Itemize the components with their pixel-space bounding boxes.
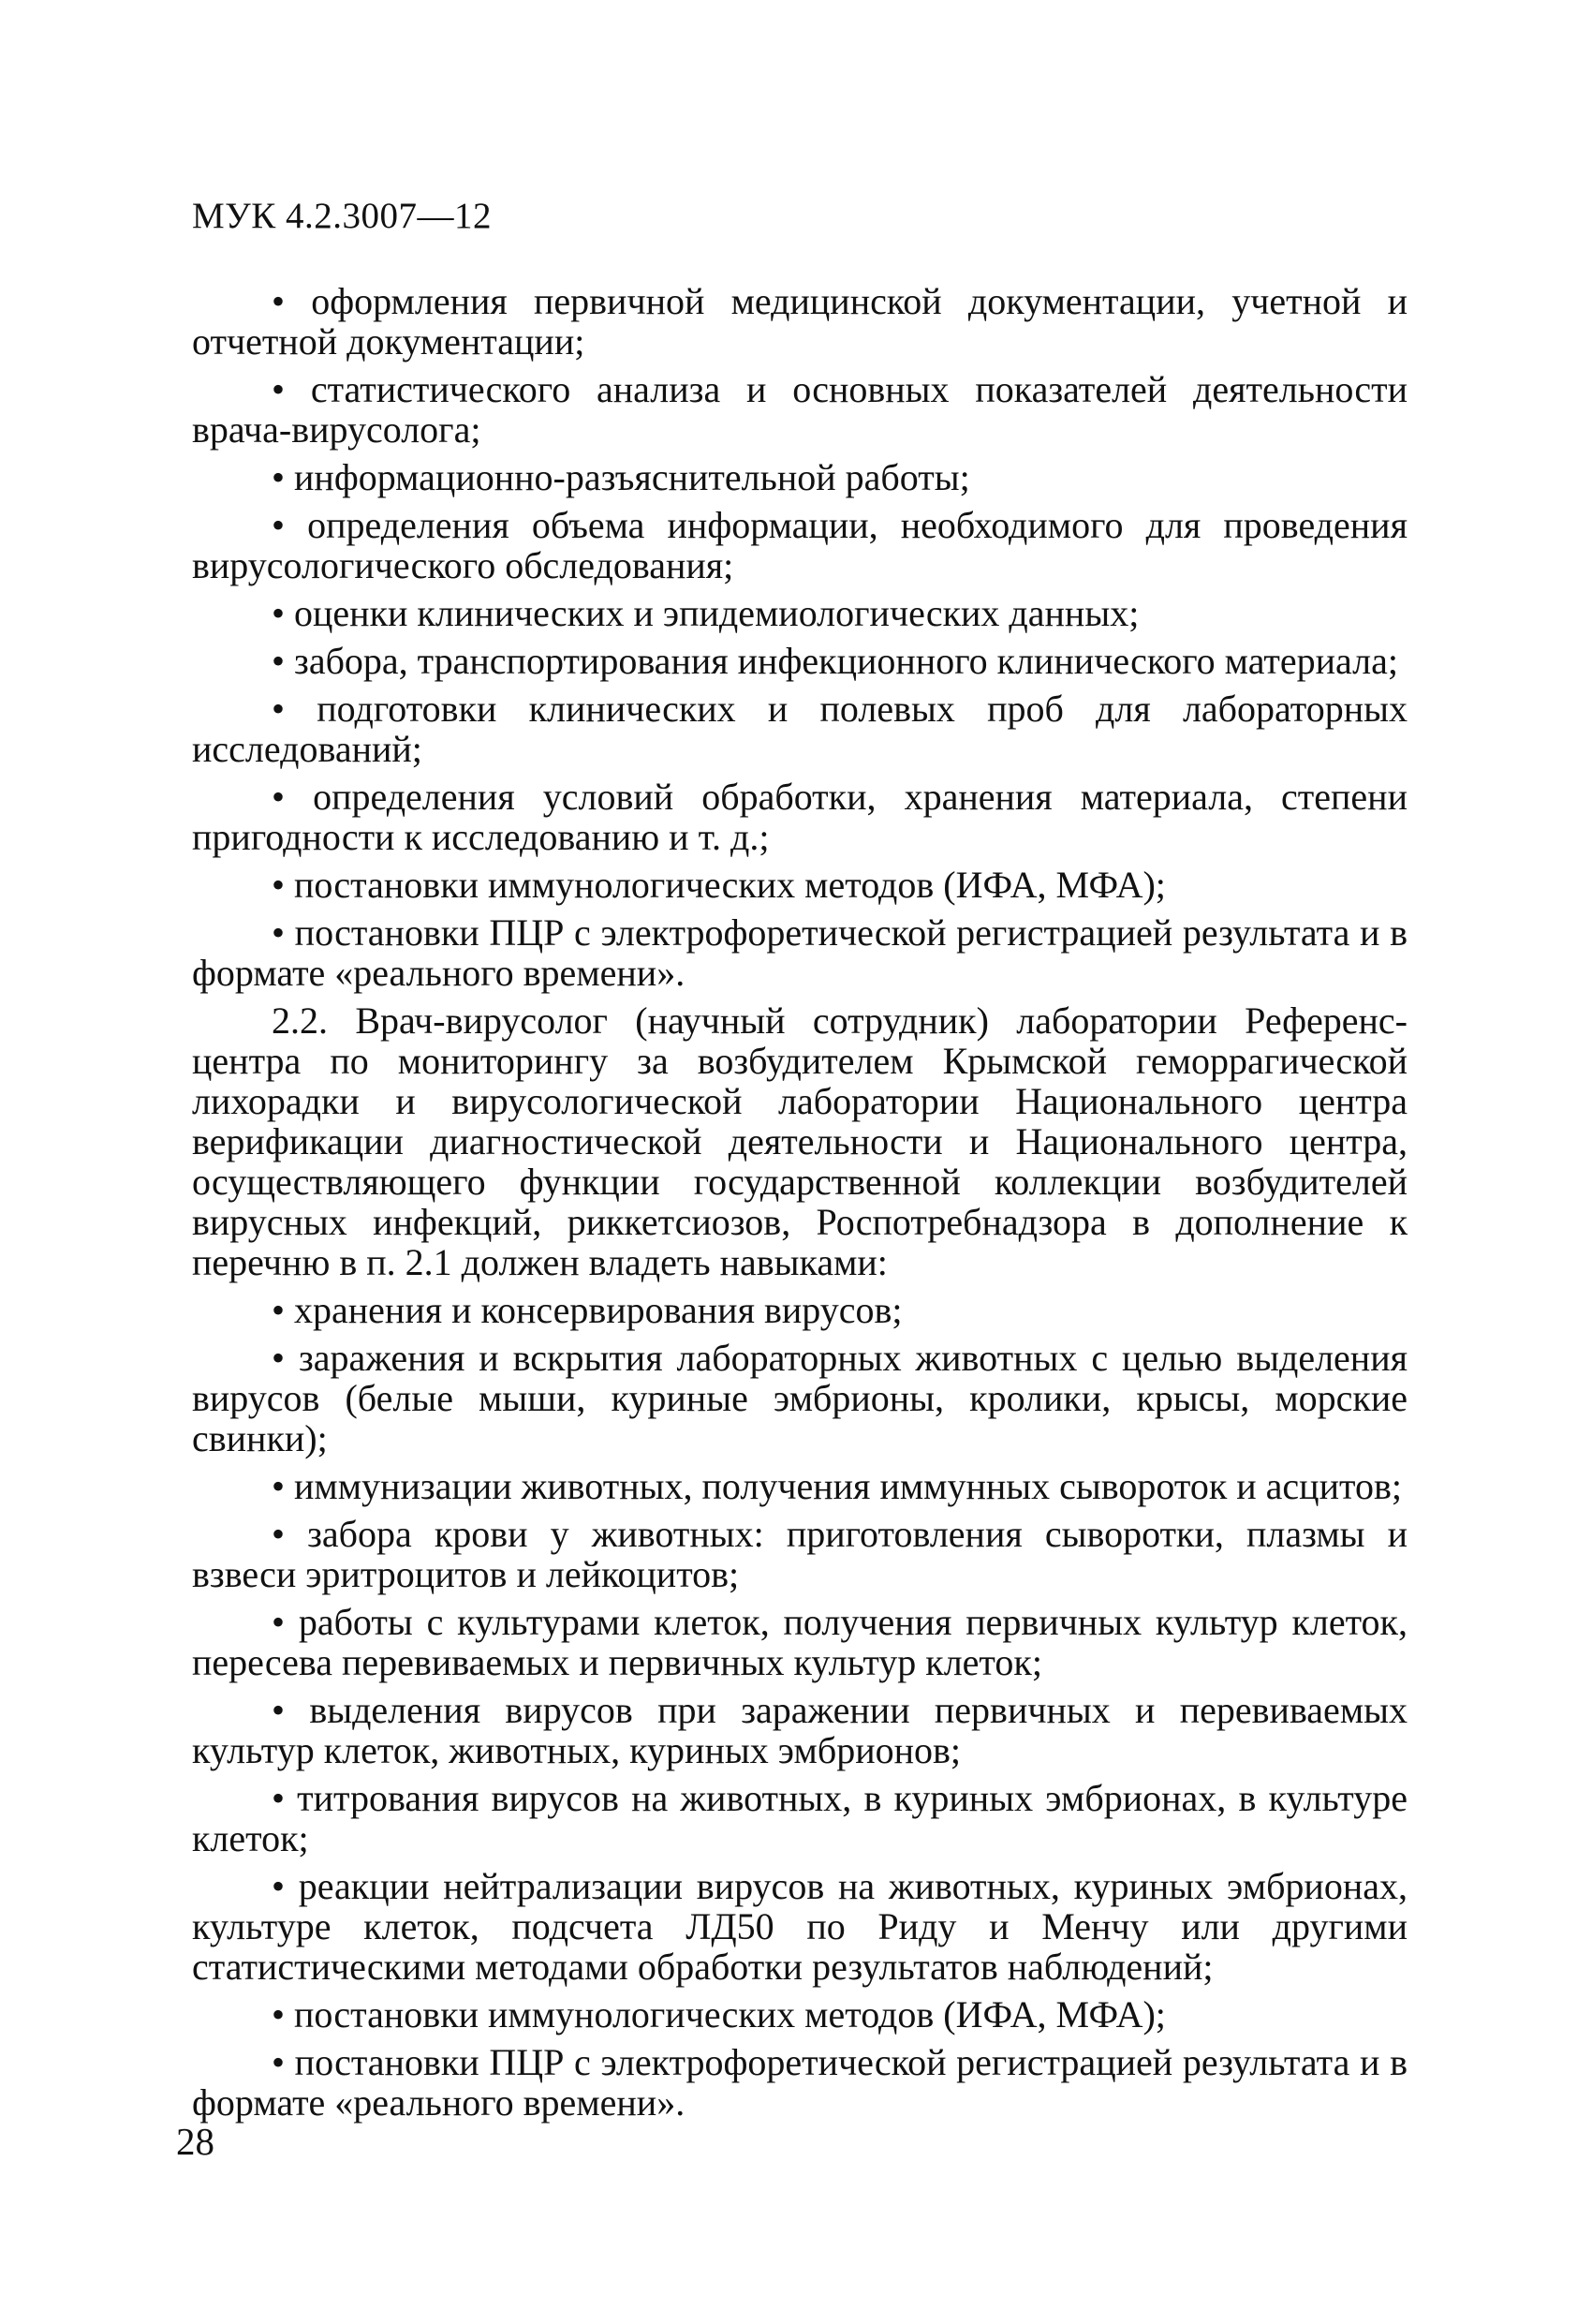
list-item: • хранения и консервирования вирусов; (192, 1290, 1408, 1330)
list-item: • постановки ПЦР с электрофоретической регистрацией результата и в формате «реального времени». (192, 912, 1408, 993)
list-item: • постановки иммунологических методов (ИФА, МФА); (192, 865, 1408, 905)
list-item: • подготовки клинических и полевых проб для лабораторных исследований; (192, 688, 1408, 769)
list-item: • определения условий обработки, хранения материала, степени пригодности к исследованию и т. д.; (192, 777, 1408, 857)
list-item: • титрования вирусов на животных, в куриных эмбрионах, в культуре клеток; (192, 1778, 1408, 1858)
section-2-2-paragraph: 2.2. Врач-вирусолог (научный сотрудник) лаборатории Референс-центра по мониторингу за возбудителем Крымской геморрагической лихорадки и вирусологической лаборатории Национального центра верификации диагностической деятельности и Национального центра, осуществляющего функции государственной коллекции возбудителей вирусных инфекций, риккетсиозов, Роспотребнадзора в дополнение к перечню в п. 2.1 должен владеть навыками: (192, 999, 1408, 1283)
list-item: • оценки клинических и эпидемиологических данных; (192, 593, 1408, 633)
list-item: • иммунизации животных, получения иммунных сывороток и асцитов; (192, 1466, 1408, 1506)
list-item: • статистического анализа и основных показателей деятельности врача-вирусолога; (192, 369, 1408, 450)
list-item: • выделения вирусов при заражении первичных и перевиваемых культур клеток, животных, куриных эмбрионов; (192, 1690, 1408, 1770)
list-item: • информационно-разъяснительной работы; (192, 457, 1408, 497)
page-number: 28 (176, 2120, 214, 2163)
document-body (192, 281, 1408, 2130)
list-item: • определения объема информации, необходимого для проведения вирусологического обследования; (192, 505, 1408, 585)
list-item: • заражения и вскрытия лабораторных животных с целью выделения вирусов (белые мыши, куриные эмбрионы, кролики, крысы, морские свинки); (192, 1338, 1408, 1458)
list-item: • реакции нейтрализации вирусов на животных, куриных эмбрионах, культуре клеток, подсчета ЛД50 по Риду и Менчу или другими статистическими методами обработки результатов наблюдений; (192, 1866, 1408, 1987)
list-item: • оформления первичной медицинской документации, учетной и отчетной документации; (192, 281, 1408, 362)
list-item: • забора, транспортирования инфекционного клинического материала; (192, 641, 1408, 681)
list-item: • постановки ПЦР с электрофоретической регистрацией результата и в формате «реального времени». (192, 2042, 1408, 2123)
list-item: • работы с культурами клеток, получения первичных культур клеток, пересева перевиваемых и первичных культур клеток; (192, 1602, 1408, 1682)
list-item: • забора крови у животных: приготовления сыворотки, плазмы и взвеси эритроцитов и лейкоцитов; (192, 1514, 1408, 1594)
list-item: • постановки иммунологических методов (ИФА, МФА); (192, 1994, 1408, 2035)
document-code-header: МУК 4.2.3007—12 (192, 196, 493, 236)
